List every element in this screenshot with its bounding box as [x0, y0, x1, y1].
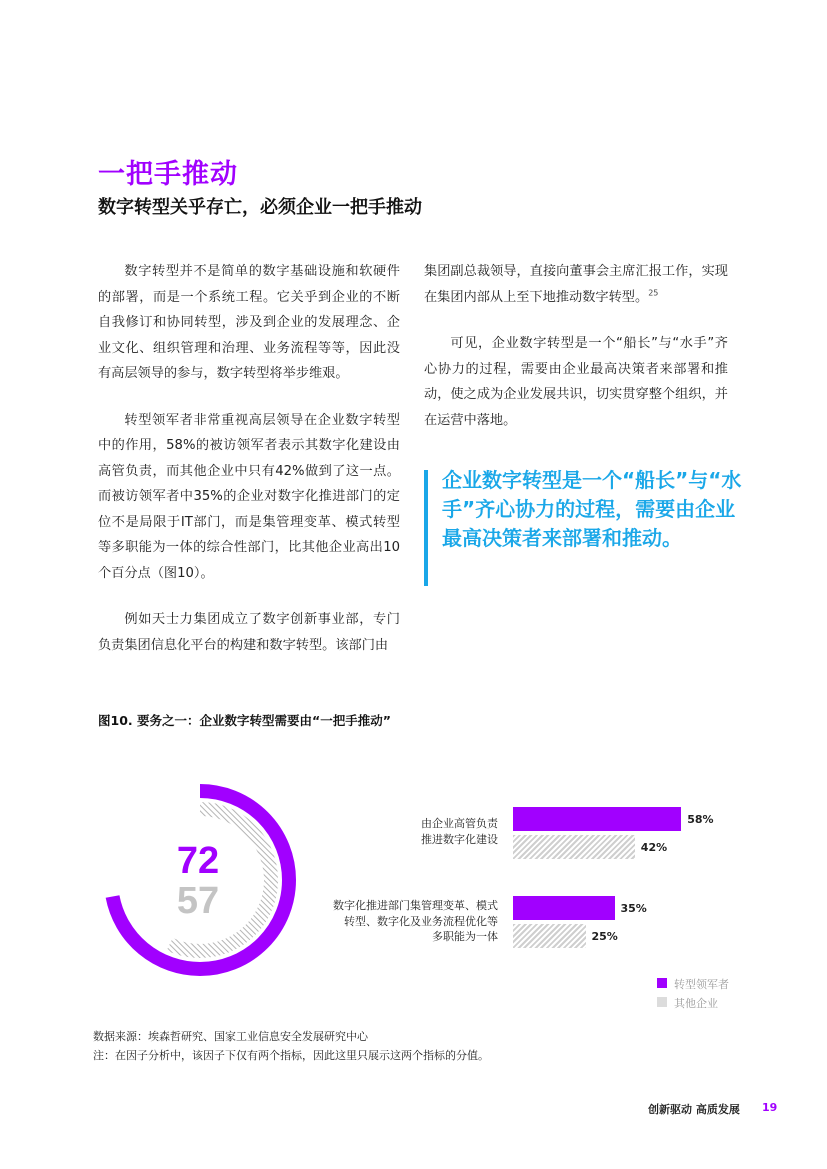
- footnote-ref: 25: [648, 288, 659, 298]
- legend-label-leader: 转型领军者: [674, 978, 729, 991]
- bar-category-label-2: 数字化推进部门集管理变革、模式 转型、数字化及业务流程优化等 多职能为一体: [333, 899, 498, 943]
- data-source: 数据来源：埃森哲研究、国家工业信息安全发展研究中心: [93, 1030, 368, 1043]
- figure-title: 图10. 要务之一：企业数字转型需要由“一把手推动”: [98, 713, 391, 728]
- pull-quote: 企业数字转型是一个“船长”与“水手”齐心协力的过程，需要由企业最高决策者来部署和推动。: [442, 468, 742, 550]
- donut-other-value: 57: [176, 880, 220, 922]
- left-paragraph-2: 转型领军者非常重视高层领导在企业数字转型中的作用，58%的被访领军者表示其数字化建设由高管负责，而其他企业中只有42%做到了这一点。而被访领军者中35%的企业对数字化推进部门的定位不是局限于IT部门，而是集管理变革、模式转型等多职能为一体的综合性部门，比其他企业高出10个百分点（图10）。: [98, 412, 400, 581]
- bar-leader-2: [513, 896, 615, 920]
- footnote: 注：在因子分析中，该因子下仅有两个指标，因此这里只展示这两个指标的分值。: [93, 1049, 489, 1062]
- right-paragraph-1: 集团副总裁领导，直接向董事会主席汇报工作，实现在集团内部从上至下地推动数字转型。$^{25}$: [424, 264, 728, 305]
- legend-label-other: 其他企业: [674, 997, 718, 1010]
- bar-other-1: [513, 835, 635, 859]
- pull-quote-bar: [424, 470, 428, 586]
- left-paragraph-3: 例如天士力集团成立了数字创新事业部，专门负责集团信息化平台的构建和数字转型。该部门由: [98, 612, 400, 653]
- bar-value-leader-1: 58%: [687, 813, 714, 826]
- left-column: [98, 259, 400, 658]
- donut-chart: [90, 770, 310, 990]
- bar-value-other-2: 25%: [591, 930, 618, 943]
- page-number: 19: [762, 1101, 778, 1114]
- left-paragraph-1: 数字转型并不是简单的数字基础设施和软硬件的部署，而是一个系统工程。它关乎到企业的不断自我修订和协同转型，涉及到企业的发展理念、企业文化、组织管理和治理、业务流程等等，因此没有高层领导的参与，数字转型将举步维艰。: [98, 264, 400, 381]
- bar-value-other-1: 42%: [640, 841, 668, 854]
- bar-other-2: [513, 924, 586, 948]
- bar-category-label-1: 由企业高管负责 推进数字化建设: [421, 817, 498, 846]
- page-subtitle: 数字转型关乎存亡，必须企业一把手推动: [98, 197, 422, 218]
- page-title: 一把手推动: [98, 159, 238, 190]
- right-paragraph-2: 可见，企业数字转型是一个“船长”与“水手”齐心协力的过程，需要由企业最高决策者来部署和推动，使之成为企业发展共识，切实贯穿整个组织，并在运营中落地。: [424, 336, 728, 428]
- legend-swatch-other: [657, 997, 667, 1007]
- donut-leader-value: 72: [176, 840, 220, 882]
- legend-swatch-leader: [657, 978, 667, 988]
- footer-text: 创新驱动 高质发展: [648, 1103, 740, 1116]
- bar-value-leader-2: 35%: [620, 902, 647, 915]
- right-column: [424, 259, 728, 433]
- bar-leader-1: [513, 807, 681, 831]
